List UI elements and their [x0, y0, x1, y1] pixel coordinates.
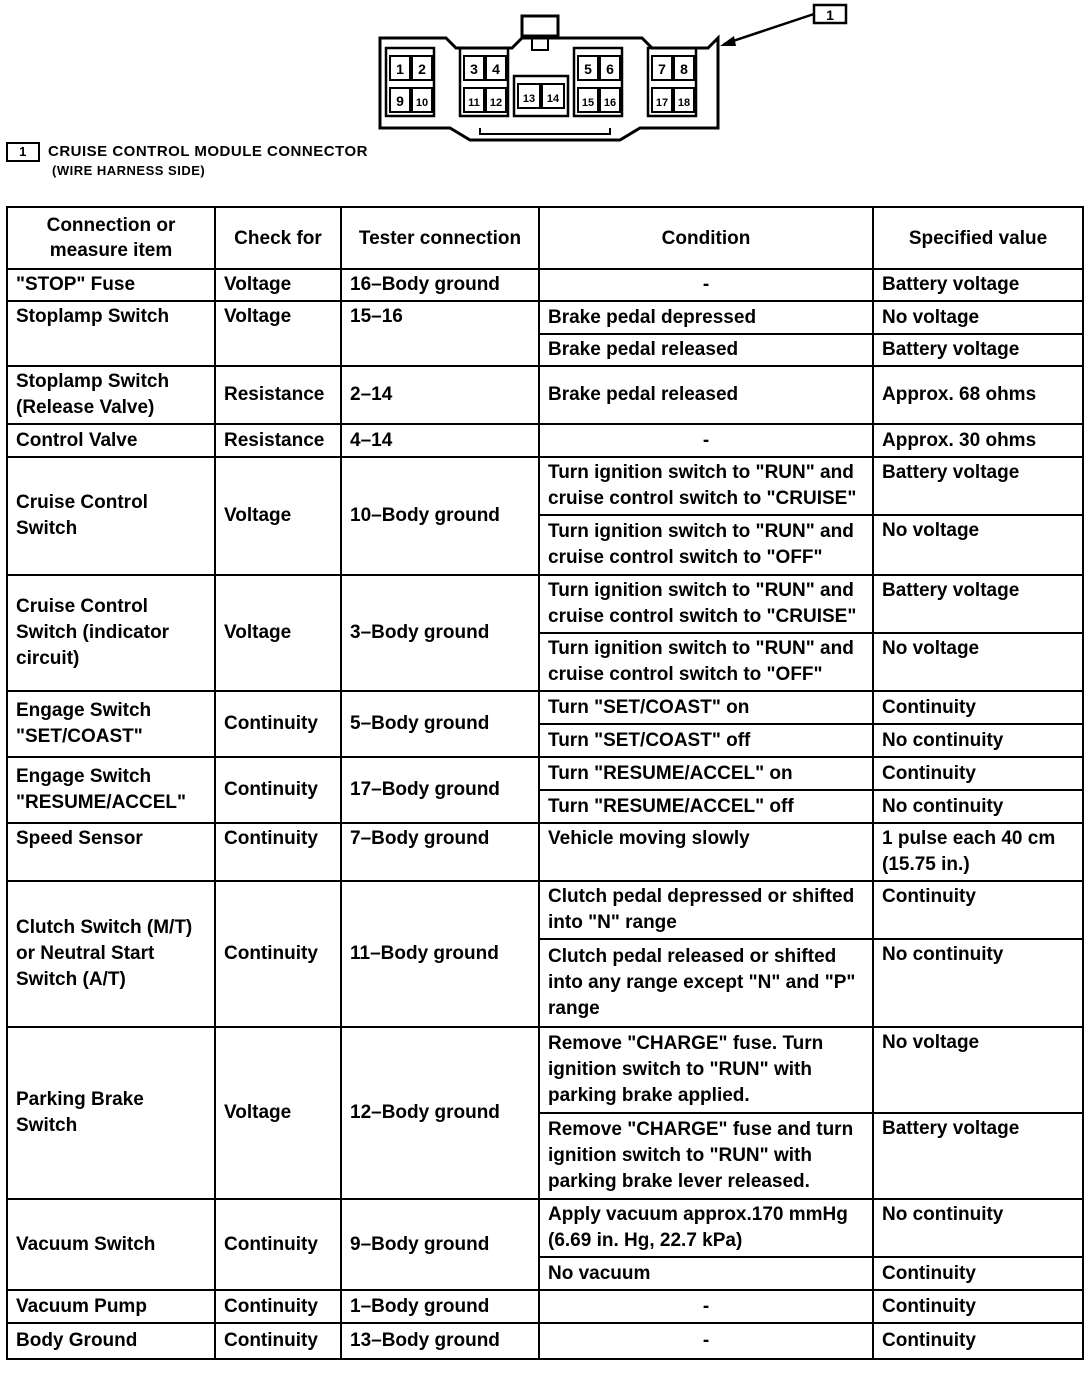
- table-row: [7, 301, 1083, 334]
- condition-cell: Turn "RESUME/ACCEL" on: [539, 757, 873, 790]
- item-cell: "STOP" Fuse: [7, 269, 215, 301]
- tester-cell: 3–Body ground: [341, 575, 539, 691]
- check-cell: Continuity: [215, 881, 341, 1027]
- legend-title: CRUISE CONTROL MODULE CONNECTOR: [48, 142, 368, 160]
- item-cell: Cruise Control Switch (indicator circuit): [7, 575, 215, 691]
- table-row: [7, 457, 1083, 515]
- tester-cell: 9–Body ground: [341, 1199, 539, 1290]
- pin-label: 11: [468, 97, 480, 109]
- pin-label: 8: [680, 61, 688, 77]
- tester-cell: 13–Body ground: [341, 1323, 539, 1359]
- value-cell: Continuity: [873, 1323, 1083, 1359]
- condition-cell: Vehicle moving slowly: [539, 823, 873, 881]
- pin-label: 14: [546, 93, 560, 105]
- value-cell: No voltage: [873, 633, 1083, 691]
- pin-label: 16: [603, 97, 617, 109]
- condition-cell: -: [539, 1290, 873, 1323]
- value-cell: No continuity: [873, 1199, 1083, 1257]
- condition-cell: Turn ignition switch to "RUN" and cruise control switch to "CRUISE": [539, 575, 873, 633]
- value-cell: No voltage: [873, 1027, 1083, 1113]
- tester-cell: 17–Body ground: [341, 757, 539, 823]
- item-cell: Stoplamp Switch (Release Valve): [7, 366, 215, 424]
- pin-label: 17: [655, 97, 669, 109]
- header-item: Connection or measure item: [7, 207, 215, 269]
- table-row: [7, 1323, 1083, 1359]
- pin-label: 10: [415, 97, 429, 109]
- callout-arrowhead: [720, 36, 736, 46]
- legend-box: 1: [6, 142, 40, 162]
- item-cell: Parking Brake Switch: [7, 1027, 215, 1199]
- table-row: [7, 269, 1083, 301]
- pin-label: 3: [470, 61, 478, 77]
- tester-cell: 11–Body ground: [341, 881, 539, 1027]
- item-cell: Engage Switch "SET/COAST": [7, 691, 215, 757]
- header-value: Specified value: [873, 207, 1083, 269]
- tester-cell: 1–Body ground: [341, 1290, 539, 1323]
- value-cell: Battery voltage: [873, 575, 1083, 633]
- table-row: [7, 1290, 1083, 1323]
- condition-cell: Turn ignition switch to "RUN" and cruise control switch to "CRUISE": [539, 457, 873, 515]
- condition-cell: Brake pedal depressed: [539, 301, 873, 334]
- value-cell: Battery voltage: [873, 457, 1083, 515]
- pin-label: 5: [584, 61, 592, 77]
- value-cell: Continuity: [873, 757, 1083, 790]
- value-cell: Continuity: [873, 691, 1083, 724]
- value-cell: Continuity: [873, 881, 1083, 939]
- pin-label: 18: [677, 97, 691, 109]
- condition-cell: Turn ignition switch to "RUN" and cruise control switch to "OFF": [539, 633, 873, 691]
- value-cell: No continuity: [873, 939, 1083, 1027]
- pin-label: 4: [492, 61, 500, 77]
- connector-legend: [6, 142, 368, 180]
- connector-latch: [522, 16, 558, 36]
- table-row: [7, 1199, 1083, 1257]
- tester-cell: 12–Body ground: [341, 1027, 539, 1199]
- condition-cell: Turn "SET/COAST" on: [539, 691, 873, 724]
- pin-label: 2: [418, 61, 426, 77]
- pin-label: 13: [522, 93, 536, 105]
- item-cell: Control Valve: [7, 424, 215, 457]
- item-cell: Engage Switch "RESUME/ACCEL": [7, 757, 215, 823]
- check-cell: Voltage: [215, 575, 341, 691]
- value-cell: No voltage: [873, 515, 1083, 575]
- value-cell: No continuity: [873, 724, 1083, 757]
- table-row: [7, 366, 1083, 424]
- condition-cell: -: [539, 424, 873, 457]
- condition-cell: Remove "CHARGE" fuse. Turn ignition switch to "RUN" with parking brake applied.: [539, 1027, 873, 1113]
- check-cell: Continuity: [215, 691, 341, 757]
- tester-cell: 7–Body ground: [341, 823, 539, 881]
- condition-cell: Turn "RESUME/ACCEL" off: [539, 790, 873, 823]
- item-cell: Body Ground: [7, 1323, 215, 1359]
- item-cell: Speed Sensor: [7, 823, 215, 881]
- condition-cell: -: [539, 1323, 873, 1359]
- condition-cell: -: [539, 269, 873, 301]
- table-row: [7, 691, 1083, 724]
- tester-cell: 4–14: [341, 424, 539, 457]
- item-cell: Vacuum Pump: [7, 1290, 215, 1323]
- tester-cell: 2–14: [341, 366, 539, 424]
- check-cell: Voltage: [215, 1027, 341, 1199]
- condition-cell: Turn "SET/COAST" off: [539, 724, 873, 757]
- check-cell: Voltage: [215, 269, 341, 301]
- table-row: [7, 1027, 1083, 1113]
- condition-cell: Turn ignition switch to "RUN" and cruise control switch to "OFF": [539, 515, 873, 575]
- check-cell: Continuity: [215, 1323, 341, 1359]
- callout-arrow-line: [724, 14, 814, 44]
- tester-cell: 10–Body ground: [341, 457, 539, 575]
- check-cell: Continuity: [215, 823, 341, 881]
- value-cell: Approx. 68 ohms: [873, 366, 1083, 424]
- table-row: [7, 757, 1083, 790]
- tester-cell: 5–Body ground: [341, 691, 539, 757]
- value-cell: Battery voltage: [873, 1113, 1083, 1199]
- value-cell: 1 pulse each 40 cm (15.75 in.): [873, 823, 1083, 881]
- check-cell: Resistance: [215, 366, 341, 424]
- item-cell: Clutch Switch (M/T) or Neutral Start Switch (A/T): [7, 881, 215, 1027]
- header-check: Check for: [215, 207, 341, 269]
- condition-cell: Brake pedal released: [539, 334, 873, 366]
- pin-label: 12: [489, 97, 503, 109]
- pin-label: 1: [396, 61, 404, 77]
- header-row: [7, 207, 1083, 269]
- pin-label: 9: [396, 93, 404, 109]
- header-condition: Condition: [539, 207, 873, 269]
- table-row: [7, 881, 1083, 939]
- legend-subtitle: (WIRE HARNESS SIDE): [52, 163, 206, 178]
- inspection-table: [6, 206, 1084, 1360]
- condition-cell: Clutch pedal depressed or shifted into "N" range: [539, 881, 873, 939]
- condition-cell: Clutch pedal released or shifted into any range except "N" and "P" range: [539, 939, 873, 1027]
- tester-cell: 16–Body ground: [341, 269, 539, 301]
- condition-cell: Brake pedal released: [539, 366, 873, 424]
- table-row: [7, 575, 1083, 633]
- value-cell: Continuity: [873, 1257, 1083, 1290]
- value-cell: Continuity: [873, 1290, 1083, 1323]
- tester-cell: 15–16: [341, 301, 539, 366]
- value-cell: Approx. 30 ohms: [873, 424, 1083, 457]
- condition-cell: Remove "CHARGE" fuse and turn ignition switch to "RUN" with parking brake lever released.: [539, 1113, 873, 1199]
- item-cell: Cruise Control Switch: [7, 457, 215, 575]
- check-cell: Voltage: [215, 301, 341, 366]
- table-row: [7, 823, 1083, 881]
- check-cell: Resistance: [215, 424, 341, 457]
- condition-cell: No vacuum: [539, 1257, 873, 1290]
- header-tester: Tester connection: [341, 207, 539, 269]
- pin-label: 6: [606, 61, 614, 77]
- check-cell: Continuity: [215, 757, 341, 823]
- item-cell: Vacuum Switch: [7, 1199, 215, 1290]
- value-cell: Battery voltage: [873, 334, 1083, 366]
- condition-cell: Apply vacuum approx.170 mmHg (6.69 in. Hg, 22.7 kPa): [539, 1199, 873, 1257]
- pin-label: 15: [581, 97, 595, 109]
- check-cell: Voltage: [215, 457, 341, 575]
- value-cell: No continuity: [873, 790, 1083, 823]
- item-cell: Stoplamp Switch: [7, 301, 215, 366]
- check-cell: Continuity: [215, 1290, 341, 1323]
- table-row: [7, 424, 1083, 457]
- check-cell: Continuity: [215, 1199, 341, 1290]
- callout-label: 1: [826, 7, 834, 23]
- value-cell: No voltage: [873, 301, 1083, 334]
- pin-label: 7: [658, 61, 666, 77]
- value-cell: Battery voltage: [873, 269, 1083, 301]
